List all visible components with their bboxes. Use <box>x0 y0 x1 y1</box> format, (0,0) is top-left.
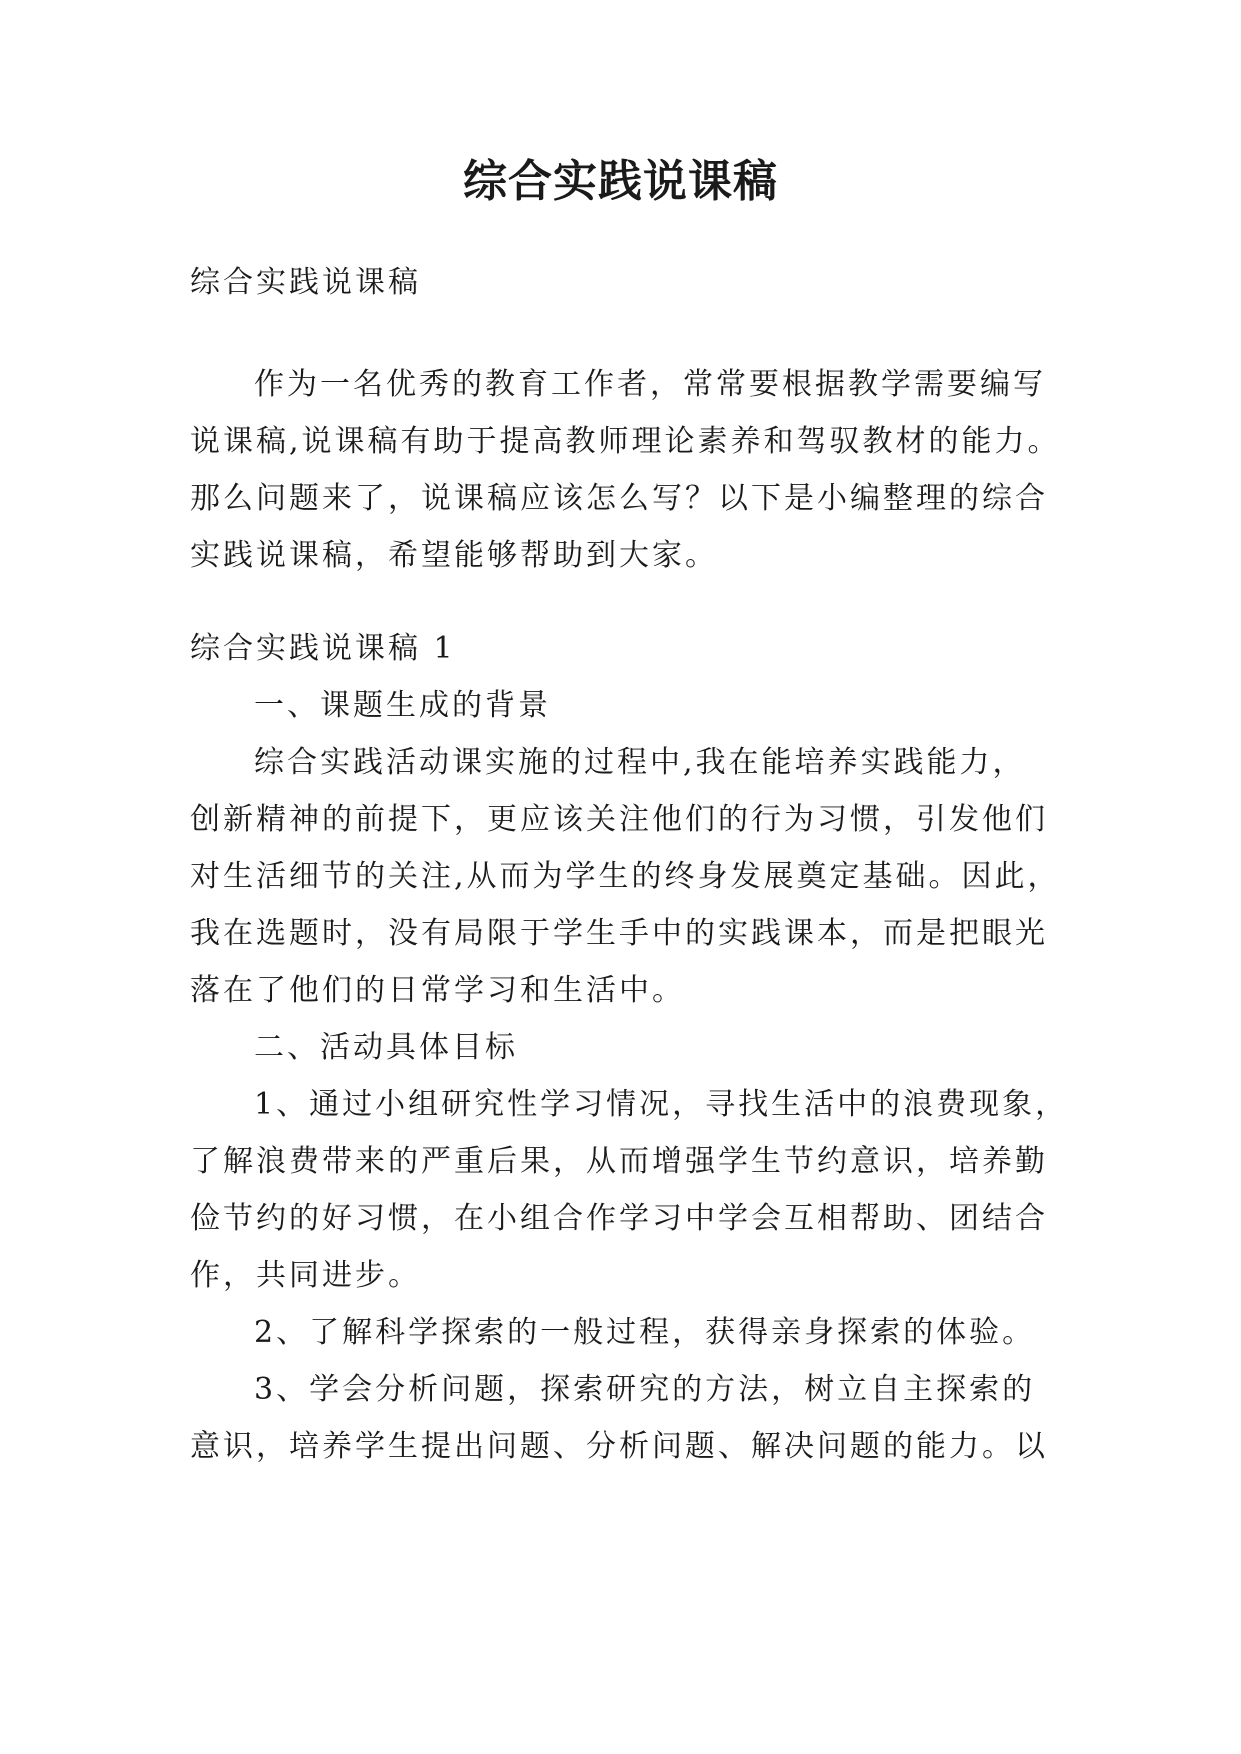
goal1-line-3: 俭节约的好习惯，在小组合作学习中学会互相帮助、团结合 <box>190 1201 1048 1236</box>
intro-line-3: 那么问题来了，说课稿应该怎么写？以下是小编整理的综合 <box>190 481 1048 516</box>
goal2-line: 2、了解科学探索的一般过程，获得亲身探索的体验。 <box>254 1315 1036 1350</box>
part1-line-2: 创新精神的前提下，更应该关注他们的行为习惯，引发他们 <box>190 802 1048 837</box>
intro-line-1: 作为一名优秀的教育工作者，常常要根据教学需要编写 <box>254 367 1046 402</box>
document-title: 综合实践说课稿 <box>463 156 778 207</box>
part1-line-1: 综合实践活动课实施的过程中,我在能培养实践能力， <box>254 745 1026 780</box>
part1-heading: 一、课题生成的背景 <box>254 688 551 723</box>
part2-heading: 二、活动具体目标 <box>254 1030 518 1065</box>
part1-line-5: 落在了他们的日常学习和生活中。 <box>190 973 685 1008</box>
section1-heading: 综合实践说课稿 1 <box>190 631 456 666</box>
goal1-line-4: 作，共同进步。 <box>190 1258 421 1293</box>
part1-line-4: 我在选题时，没有局限于学生手中的实践课本，而是把眼光 <box>190 916 1048 951</box>
goal1-line-2: 了解浪费带来的严重后果，从而增强学生节约意识，培养勤 <box>190 1144 1048 1179</box>
part1-line-3: 对生活细节的关注,从而为学生的终身发展奠定基础。因此， <box>190 859 1061 894</box>
goal3-line-1: 3、学会分析问题，探索研究的方法，树立自主探索的 <box>254 1372 1036 1407</box>
intro-line-2: 说课稿,说课稿有助于提高教师理论素养和驾驭教材的能力。 <box>190 424 1061 459</box>
intro-line-4: 实践说课稿，希望能够帮助到大家。 <box>190 538 718 573</box>
goal1-line-1: 1、通过小组研究性学习情况，寻找生活中的浪费现象， <box>254 1087 1069 1122</box>
document-subtitle: 综合实践说课稿 <box>190 265 421 300</box>
goal3-line-2: 意识，培养学生提出问题、分析问题、解决问题的能力。以 <box>190 1429 1048 1464</box>
